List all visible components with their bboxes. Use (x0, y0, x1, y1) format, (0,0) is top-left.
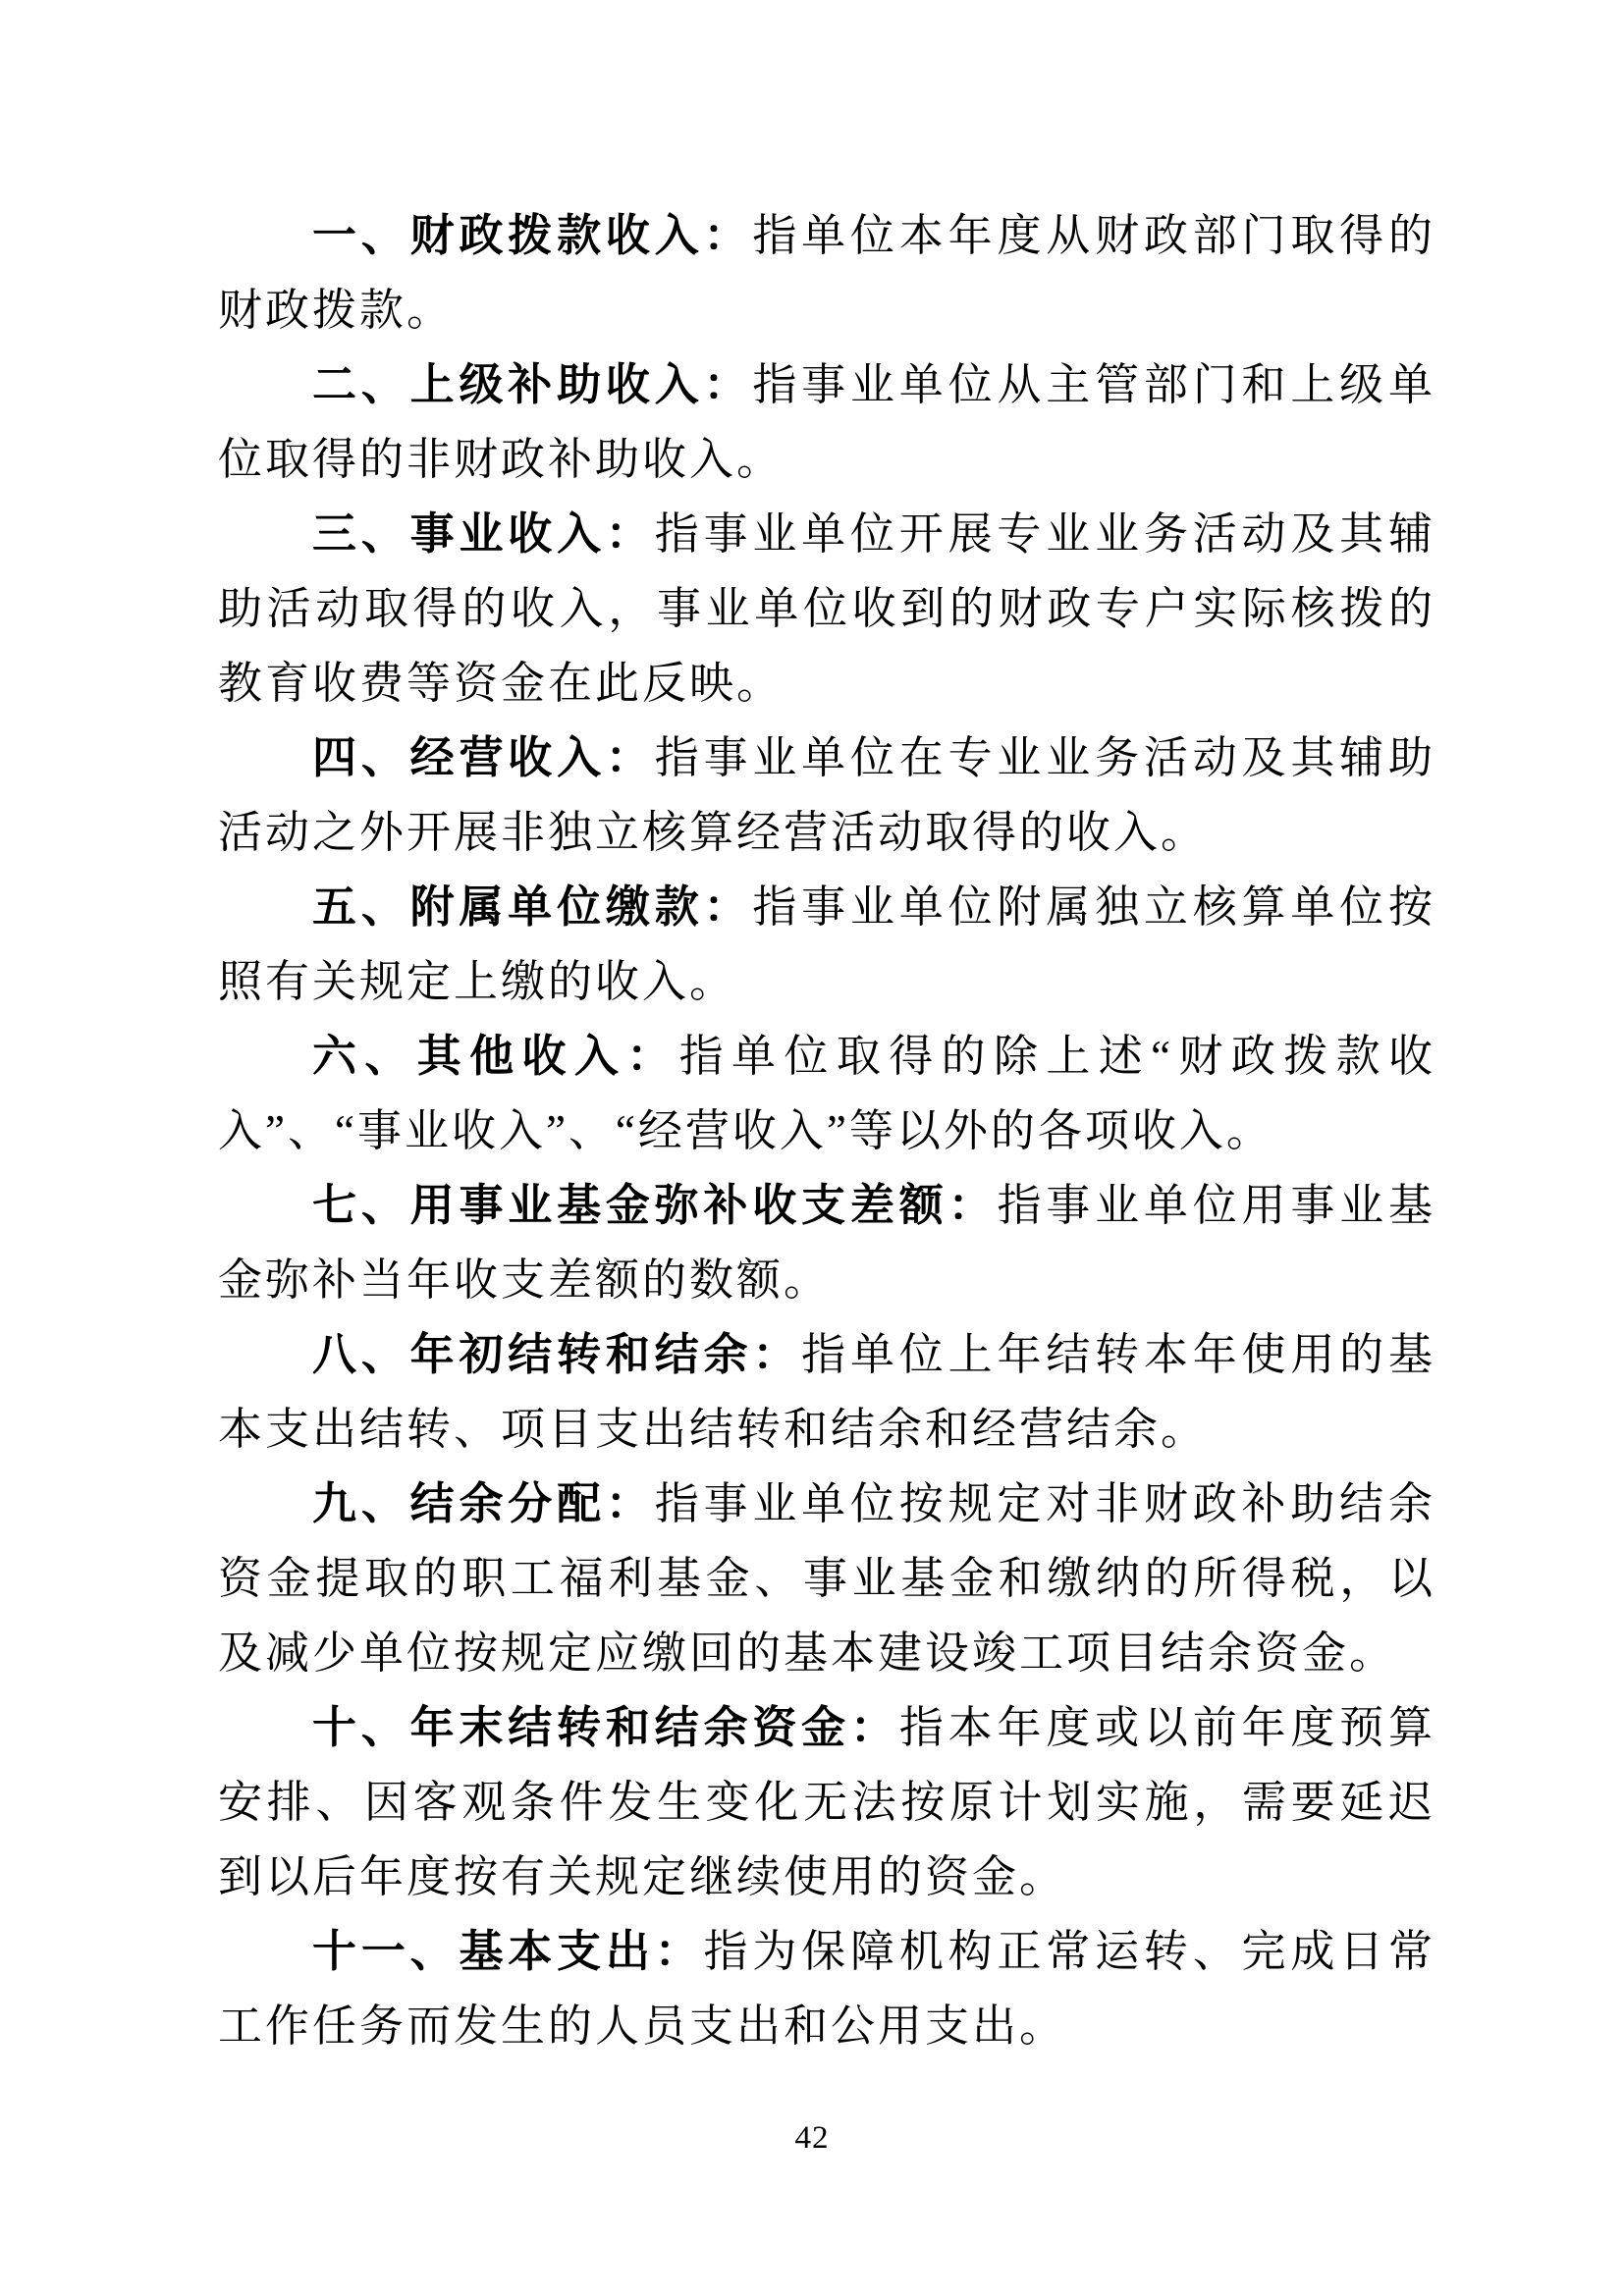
term-definition: 指本年度或以前年度预算安排、因客观条件发生变化无法按原计划实施，需要延迟到以后年度按有关规定继续使用的资金。 (218, 1703, 1435, 1901)
page-footer (0, 2120, 1624, 2157)
term-heading: 八、年初结转和结余： (312, 1330, 802, 1379)
term-definition: 指单位上年结转本年使用的基本支出结转、项目支出结转和结余和经营结余。 (218, 1330, 1435, 1454)
term-definition: 指事业单位附属独立核算单位按照有关规定上缴的收入。 (218, 882, 1435, 1006)
definition-paragraph (218, 721, 1435, 870)
definition-paragraph (218, 1690, 1435, 1914)
definition-paragraph (218, 1467, 1435, 1690)
term-heading: 四、经营收入： (312, 733, 655, 782)
term-definition: 指事业单位从主管部门和上级单位取得的非财政补助收入。 (218, 360, 1435, 484)
term-heading: 六、其他收入： (312, 1032, 679, 1081)
term-definition: 指单位取得的除上述“财政拨款收入”、“事业收入”、“经营收入”等以外的各项收入。 (218, 1032, 1435, 1155)
term-heading: 九、结余分配： (312, 1479, 655, 1528)
term-definition: 指事业单位开展专业业务活动及其辅助活动取得的收入，事业单位收到的财政专户实际核拨的教育收费等资金在此反映。 (218, 509, 1435, 708)
term-definition: 指单位本年度从财政部门取得的财政拨款。 (218, 211, 1435, 335)
document-content (218, 198, 1435, 2063)
term-heading: 一、财政拨款收入： (312, 211, 753, 260)
term-heading: 十、年末结转和结余资金： (312, 1703, 899, 1752)
term-definition: 指事业单位在专业业务活动及其辅助活动之外开展非独立核算经营活动取得的收入。 (218, 733, 1435, 857)
term-heading: 五、附属单位缴款： (312, 882, 753, 932)
term-heading: 三、事业收入： (312, 509, 655, 559)
definition-paragraph (218, 1317, 1435, 1467)
term-heading: 十一、基本支出： (312, 1927, 704, 1976)
term-definition: 指事业单位用事业基金弥补当年收支差额的数额。 (218, 1181, 1435, 1305)
definition-paragraph (218, 497, 1435, 721)
definition-paragraph (218, 870, 1435, 1019)
definition-paragraph (218, 347, 1435, 497)
term-definition: 指事业单位按规定对非财政补助结余资金提取的职工福利基金、事业基金和缴纳的所得税，以及减少单位按规定应缴回的基本建设竣工项目结余资金。 (218, 1479, 1435, 1678)
term-heading: 七、用事业基金弥补收支差额： (312, 1181, 998, 1230)
page-number: 42 (794, 2120, 830, 2156)
definition-paragraph (218, 198, 1435, 347)
definition-paragraph (218, 1019, 1435, 1168)
definition-paragraph (218, 1168, 1435, 1317)
definition-paragraph (218, 1914, 1435, 2063)
term-heading: 二、上级补助收入： (312, 360, 753, 409)
term-definition: 指为保障机构正常运转、完成日常工作任务而发生的人员支出和公用支出。 (218, 1927, 1435, 2051)
